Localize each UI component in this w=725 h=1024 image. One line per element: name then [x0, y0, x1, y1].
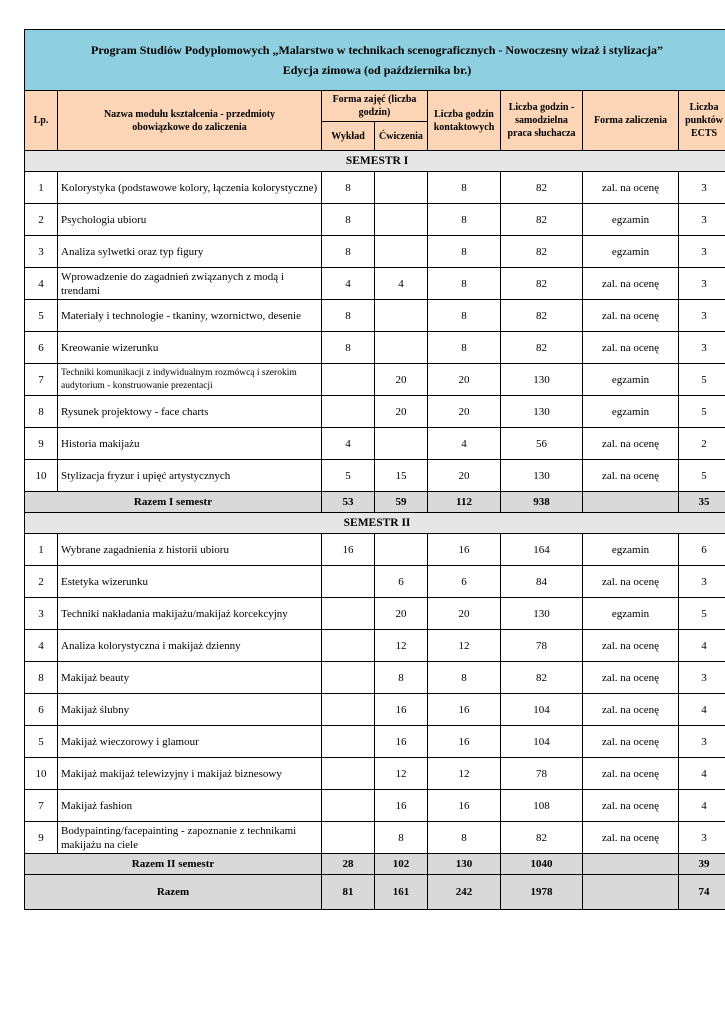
lecture-hours: [322, 630, 375, 662]
lecture-hours: 8: [322, 204, 375, 236]
exercise-hours: 16: [375, 790, 428, 822]
ects-points: 3: [679, 566, 725, 598]
module-name: Wybrane zagadnienia z historii ubioru: [58, 534, 322, 566]
selfwork-hours: 82: [501, 300, 583, 332]
sum-lecture: 81: [322, 875, 375, 910]
selfwork-hours: 82: [501, 822, 583, 854]
ects-points: 5: [679, 460, 725, 492]
selfwork-hours: 164: [501, 534, 583, 566]
contact-hours: 20: [428, 598, 501, 630]
ects-points: 2: [679, 428, 725, 460]
contact-hours: 12: [428, 758, 501, 790]
module-name: Makijaż beauty: [58, 662, 322, 694]
exercise-hours: 4: [375, 268, 428, 300]
program-title: Program Studiów Podyplomowych „Malarstwo w technikach scenograficznych - Nowoczesny wizaż i stylizacja”: [91, 43, 664, 57]
module-name: Historia makijażu: [58, 428, 322, 460]
table-row: [25, 630, 725, 662]
contact-hours: 8: [428, 204, 501, 236]
module-name: Kolorystyka (podstawowe kolory, łączenia kolorystyczne): [58, 172, 322, 204]
table-row: [25, 428, 725, 460]
row-number: 8: [25, 396, 58, 428]
ects-points: 3: [679, 172, 725, 204]
module-name: Materiały i technologie - tkaniny, wzornictwo, desenie: [58, 300, 322, 332]
table-row: [25, 694, 725, 726]
contact-hours: 16: [428, 726, 501, 758]
module-name: Analiza kolorystyczna i makijaż dzienny: [58, 630, 322, 662]
sum-exercises: 59: [375, 492, 428, 513]
ects-points: 3: [679, 662, 725, 694]
edition-label: Edycja zimowa (od października br.): [282, 63, 472, 77]
table-row: [25, 566, 725, 598]
table-row: [25, 332, 725, 364]
exercise-hours: [375, 534, 428, 566]
grading-form: zal. na ocenę: [583, 758, 679, 790]
module-name: Rysunek projektowy - face charts: [58, 396, 322, 428]
exercise-hours: 16: [375, 694, 428, 726]
ects-points: 5: [679, 364, 725, 396]
lecture-hours: [322, 662, 375, 694]
row-number: 5: [25, 300, 58, 332]
ects-points: 3: [679, 268, 725, 300]
row-number: 9: [25, 428, 58, 460]
row-number: 1: [25, 172, 58, 204]
exercise-hours: 15: [375, 460, 428, 492]
module-name: Bodypainting/facepainting - zapoznanie z technikami makijażu na ciele: [58, 822, 322, 854]
semester-title: SEMESTR II: [25, 513, 725, 534]
lecture-hours: [322, 726, 375, 758]
ects-points: 3: [679, 236, 725, 268]
row-number: 6: [25, 694, 58, 726]
contact-hours: 20: [428, 364, 501, 396]
exercise-hours: 20: [375, 396, 428, 428]
ects-points: 6: [679, 534, 725, 566]
table-row: [25, 204, 725, 236]
lecture-hours: 8: [322, 172, 375, 204]
table-row: [25, 300, 725, 332]
col-grading: Forma zaliczenia: [583, 91, 679, 151]
row-number: 1: [25, 534, 58, 566]
selfwork-hours: 82: [501, 236, 583, 268]
grading-form: egzamin: [583, 236, 679, 268]
exercise-hours: [375, 428, 428, 460]
table-row: [25, 822, 725, 854]
contact-hours: 8: [428, 332, 501, 364]
lecture-hours: 16: [322, 534, 375, 566]
lecture-hours: 8: [322, 236, 375, 268]
lecture-hours: [322, 364, 375, 396]
document-header: [25, 30, 725, 91]
sum-lecture: 53: [322, 492, 375, 513]
sum-contact: 130: [428, 854, 501, 875]
selfwork-hours: 78: [501, 630, 583, 662]
exercise-hours: [375, 172, 428, 204]
contact-hours: 8: [428, 236, 501, 268]
sum-grading-empty: [583, 875, 679, 910]
exercise-hours: 16: [375, 726, 428, 758]
col-contact: Liczba godzin kontaktowych: [428, 91, 501, 151]
curriculum-table: [24, 29, 725, 910]
lecture-hours: [322, 694, 375, 726]
module-name: Makijaż fashion: [58, 790, 322, 822]
selfwork-hours: 82: [501, 268, 583, 300]
sum-selfwork: 1040: [501, 854, 583, 875]
semester-header: [25, 513, 725, 534]
selfwork-hours: 130: [501, 364, 583, 396]
ects-points: 3: [679, 204, 725, 236]
contact-hours: 20: [428, 460, 501, 492]
module-name: Estetyka wizerunku: [58, 566, 322, 598]
semester-header: [25, 151, 725, 172]
exercise-hours: [375, 300, 428, 332]
lecture-hours: [322, 790, 375, 822]
total-sum-row: [25, 875, 725, 910]
semester-title: SEMESTR I: [25, 151, 725, 172]
contact-hours: 16: [428, 790, 501, 822]
grading-form: zal. na ocenę: [583, 300, 679, 332]
ects-points: 3: [679, 726, 725, 758]
sum-grading-empty: [583, 492, 679, 513]
grading-form: zal. na ocenę: [583, 822, 679, 854]
col-module: Nazwa modułu kształcenia - przedmioty obowiązkowe do zaliczenia: [58, 91, 322, 151]
grading-form: egzamin: [583, 396, 679, 428]
contact-hours: 16: [428, 534, 501, 566]
row-number: 10: [25, 758, 58, 790]
col-lp: Lp.: [25, 91, 58, 151]
row-number: 3: [25, 236, 58, 268]
sum-label: Razem I semestr: [25, 492, 322, 513]
semester-sum-row: [25, 492, 725, 513]
ects-points: 4: [679, 630, 725, 662]
lecture-hours: 4: [322, 268, 375, 300]
module-name: Psychologia ubioru: [58, 204, 322, 236]
exercise-hours: 20: [375, 364, 428, 396]
module-name: Stylizacja fryzur i upięć artystycznych: [58, 460, 322, 492]
grading-form: zal. na ocenę: [583, 332, 679, 364]
module-name: Makijaż wieczorowy i glamour: [58, 726, 322, 758]
grading-form: zal. na ocenę: [583, 630, 679, 662]
semester-sum-row: [25, 854, 725, 875]
selfwork-hours: 130: [501, 460, 583, 492]
row-number: 4: [25, 630, 58, 662]
grading-form: egzamin: [583, 364, 679, 396]
grading-form: egzamin: [583, 204, 679, 236]
row-number: 2: [25, 204, 58, 236]
module-name: Techniki komunikacji z indywidualnym rozmówcą i szerokim audytorium - konstruowanie prezentacji: [58, 364, 322, 396]
contact-hours: 6: [428, 566, 501, 598]
selfwork-hours: 108: [501, 790, 583, 822]
module-name: Wprowadzenie do zagadnień związanych z modą i trendami: [58, 268, 322, 300]
contact-hours: 12: [428, 630, 501, 662]
selfwork-hours: 78: [501, 758, 583, 790]
contact-hours: 8: [428, 268, 501, 300]
lecture-hours: [322, 822, 375, 854]
row-number: 9: [25, 822, 58, 854]
grading-form: egzamin: [583, 534, 679, 566]
col-form: Forma zajęć (liczba godzin): [322, 91, 428, 122]
row-number: 2: [25, 566, 58, 598]
module-name: Techniki nakładania makijażu/makijaż korcekcyjny: [58, 598, 322, 630]
ects-points: 3: [679, 300, 725, 332]
exercise-hours: 8: [375, 662, 428, 694]
selfwork-hours: 84: [501, 566, 583, 598]
grading-form: zal. na ocenę: [583, 694, 679, 726]
table-row: [25, 790, 725, 822]
sum-grading-empty: [583, 854, 679, 875]
row-number: 3: [25, 598, 58, 630]
sum-selfwork: 1978: [501, 875, 583, 910]
table-row: [25, 172, 725, 204]
exercise-hours: 6: [375, 566, 428, 598]
col-selfwork: Liczba godzin - samodzielna praca słuchacza: [501, 91, 583, 151]
lecture-hours: 8: [322, 300, 375, 332]
table-row: [25, 460, 725, 492]
sum-exercises: 161: [375, 875, 428, 910]
grading-form: zal. na ocenę: [583, 790, 679, 822]
sum-exercises: 102: [375, 854, 428, 875]
ects-points: 5: [679, 396, 725, 428]
lecture-hours: 8: [322, 332, 375, 364]
selfwork-hours: 82: [501, 172, 583, 204]
sum-ects: 39: [679, 854, 725, 875]
exercise-hours: 12: [375, 758, 428, 790]
lecture-hours: 5: [322, 460, 375, 492]
lecture-hours: [322, 566, 375, 598]
selfwork-hours: 130: [501, 396, 583, 428]
exercise-hours: [375, 236, 428, 268]
row-number: 10: [25, 460, 58, 492]
contact-hours: 8: [428, 300, 501, 332]
selfwork-hours: 104: [501, 694, 583, 726]
sum-selfwork: 938: [501, 492, 583, 513]
sum-ects: 35: [679, 492, 725, 513]
contact-hours: 4: [428, 428, 501, 460]
lecture-hours: [322, 396, 375, 428]
lecture-hours: 4: [322, 428, 375, 460]
table-row: [25, 236, 725, 268]
contact-hours: 20: [428, 396, 501, 428]
grading-form: zal. na ocenę: [583, 662, 679, 694]
contact-hours: 16: [428, 694, 501, 726]
selfwork-hours: 82: [501, 204, 583, 236]
table-row: [25, 364, 725, 396]
selfwork-hours: 82: [501, 332, 583, 364]
grading-form: zal. na ocenę: [583, 172, 679, 204]
row-number: 4: [25, 268, 58, 300]
selfwork-hours: 130: [501, 598, 583, 630]
selfwork-hours: 104: [501, 726, 583, 758]
sum-contact: 242: [428, 875, 501, 910]
contact-hours: 8: [428, 822, 501, 854]
table-row: [25, 598, 725, 630]
col-lecture: Wykład: [322, 122, 375, 151]
contact-hours: 8: [428, 172, 501, 204]
grading-form: zal. na ocenę: [583, 428, 679, 460]
row-number: 5: [25, 726, 58, 758]
grading-form: zal. na ocenę: [583, 268, 679, 300]
ects-points: 4: [679, 758, 725, 790]
table-row: [25, 758, 725, 790]
ects-points: 5: [679, 598, 725, 630]
lecture-hours: [322, 598, 375, 630]
grading-form: zal. na ocenę: [583, 726, 679, 758]
table-row: [25, 396, 725, 428]
sum-label: Razem II semestr: [25, 854, 322, 875]
exercise-hours: 12: [375, 630, 428, 662]
ects-points: 3: [679, 822, 725, 854]
row-number: 7: [25, 364, 58, 396]
module-name: Makijaż makijaż telewizyjny i makijaż biznesowy: [58, 758, 322, 790]
col-ects: Liczba punktów ECTS: [679, 91, 725, 151]
table-row: [25, 726, 725, 758]
module-name: Analiza sylwetki oraz typ figury: [58, 236, 322, 268]
table-row: [25, 662, 725, 694]
selfwork-hours: 82: [501, 662, 583, 694]
sum-contact: 112: [428, 492, 501, 513]
grading-form: zal. na ocenę: [583, 460, 679, 492]
module-name: Kreowanie wizerunku: [58, 332, 322, 364]
exercise-hours: [375, 204, 428, 236]
sum-lecture: 28: [322, 854, 375, 875]
table-row: [25, 534, 725, 566]
grading-form: egzamin: [583, 598, 679, 630]
selfwork-hours: 56: [501, 428, 583, 460]
contact-hours: 8: [428, 662, 501, 694]
sum-label: Razem: [25, 875, 322, 910]
ects-points: 4: [679, 694, 725, 726]
row-number: 8: [25, 662, 58, 694]
ects-points: 4: [679, 790, 725, 822]
exercise-hours: [375, 332, 428, 364]
sum-ects: 74: [679, 875, 725, 910]
exercise-hours: 20: [375, 598, 428, 630]
row-number: 6: [25, 332, 58, 364]
exercise-hours: 8: [375, 822, 428, 854]
grading-form: zal. na ocenę: [583, 566, 679, 598]
lecture-hours: [322, 758, 375, 790]
ects-points: 3: [679, 332, 725, 364]
col-exercises: Ćwiczenia: [375, 122, 428, 151]
table-row: [25, 268, 725, 300]
module-name: Makijaż ślubny: [58, 694, 322, 726]
row-number: 7: [25, 790, 58, 822]
